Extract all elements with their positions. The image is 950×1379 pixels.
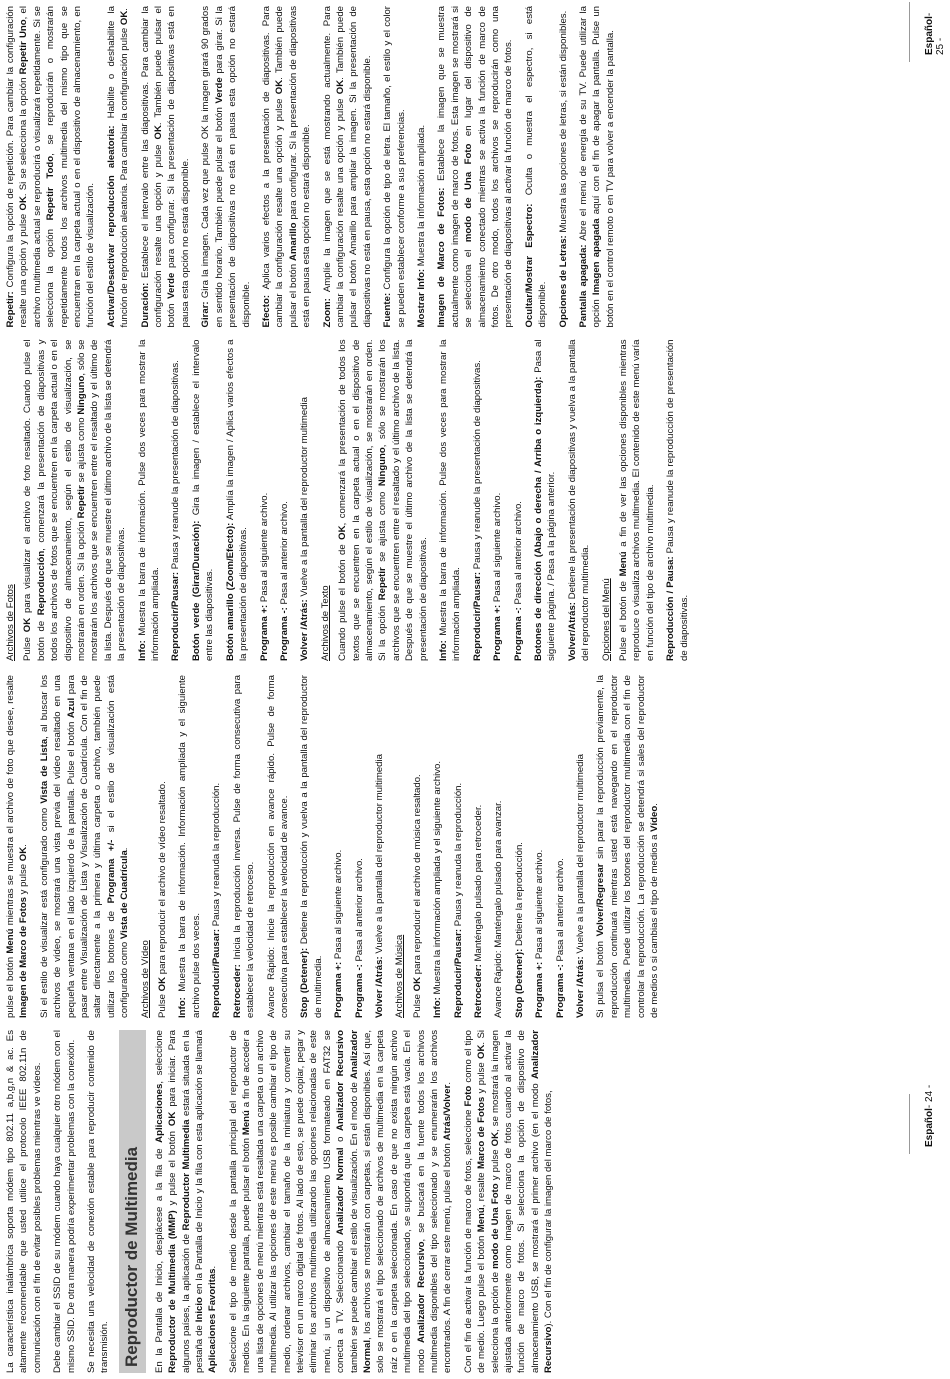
paragraph: Programa -: Pasa al anterior archivo.: [278, 501, 290, 661]
subsection-heading: Archivos de Música: [394, 934, 406, 1018]
paragraph: Retroceder: Manténgalo pulsado para retroceder.: [472, 804, 484, 1018]
paragraph: Pulse OK para reproducir el archivo de vídeo resaltado.: [157, 781, 169, 1018]
paragraph: Duración: Establece el intervalo entre las diapositivas. Para cambiar la configuración resalte una opción y pulse OK. También puede pulsar el botón Verde para configurar. Si la presentación de diapositivas está en pausa esta opción no estará disponible.: [139, 6, 191, 328]
paragraph: Reproducción / Pausa: Pausa y reanude la reproducción de presentación de diapositivas.: [665, 339, 690, 661]
paragraph: Activar/Desactivar reproducción aleatoria: Habilite o deshabilite la función de reproducción aleatoria. Para cambiar la configuración pulse OK.: [105, 6, 131, 328]
paragraph: Programa -: Pasa al anterior archivo.: [512, 501, 524, 661]
page-24: [4, 669, 935, 1379]
paragraph: Programa +: Pasa al siguiente archivo.: [534, 849, 546, 1018]
paragraph: Pulse OK para visualizar el archivo de foto resaltado. Cuando pulse el botón de Reproducción, comenzará la presentación de diapositivas y todos los archivos de fotos que se encuentren en la carpeta actual o en el dispositivo de almacenamiento, según el estilo de visualización, se mostrarán en orden. Si la opción Repetir se ajusta como Ninguno, sólo se mostrarán los archivos que se encuentren entre el resaltado y el último de la lista. Después de que se muestre el último archivo de la lista se detendrá la presentación de diapositivas.: [22, 339, 128, 661]
paragraph: Retroceder: Inicia la reproducción inversa. Pulse de forma consecutiva para establecer la velocidad de retroceso.: [231, 675, 257, 1018]
paragraph: Programa +: Pasa al siguiente archivo.: [333, 849, 345, 1018]
footer-language: Español: [924, 16, 935, 55]
paragraph: Reproducir/Pausar: Pausa y reanuda la reproducción.: [211, 782, 223, 1018]
paragraph: Stop (Detener): Detiene la reproducción.: [513, 842, 525, 1018]
paragraph: Info: Muestra la barra de información. Pulse dos veces para mostrar la información ampliada.: [136, 339, 162, 661]
paragraph: Volver /Atrás: Vuelve a la pantalla del reproductor multimedia: [373, 754, 385, 1018]
paragraph: Zoom: Amplíe la imagen que se está mostrando actualmente. Para cambiar la configuración resalte una opción y pulse OK. También puede pulsar el botón Amarillo para ampliar la imagen. Si la presentación de diapositivas no está en pausa, esta opción no estará disponible.: [321, 6, 373, 328]
paragraph: Girar: Gira la imagen. Cada vez que pulse OK la imagen girará 90 grados en sentido horario. También puede pulsar el botón Verde para girar. Si la presentación de diapositivas no está en pausa esta opción no estará disponible.: [200, 6, 252, 328]
subsection-heading: Archivos de Texto: [319, 585, 331, 661]
paragraph: Programa -: Pasa al anterior archivo.: [554, 858, 566, 1018]
paragraph: Avance Rápido: Manténgalo pulsado para avanzar.: [493, 800, 505, 1018]
subsection-heading: Opciones del Menú: [600, 578, 612, 661]
paragraph: Botón amarillo (Zoom/Efecto): Amplía la imagen / Aplica varios efectos a la presentación de diapositivas.: [224, 339, 250, 661]
paragraph: Pantalla apagada: Abre el menú de energía de su TV. Puede utilizar la opción Imagen apagada aquí con el fin de apagar la pantalla. Pulse un botón en el control remoto o en TV para volver a encender la pantalla.: [578, 6, 616, 328]
paragraph: Reproducir/Pausar: Pausa y reanude la presentación de diapositivas.: [170, 360, 182, 661]
paragraph: Si pulsa el botón Volver/Regresar sin parar la reproducción previamente, la reproducción continuará mientras usted está navegando en el reproductor multimedia. Puede utilizar los botones del reproductor multimedia con el fin de controlar la reproducción. La reproducción se detendrá si sales del reproductor de medios o si cambias el tipo de medios a Vídeo.: [595, 674, 661, 1018]
paragraph: Info: Muestra la barra de información. Información ampliada y el siguiente archivo pulse dos veces.: [177, 675, 202, 1018]
paragraph: Botones de dirección (Abajo o derecha / Arriba o izquierda): Pasa al siguiente página. / Pasa a la página anterior.: [533, 339, 558, 661]
paragraph: Pulse el botón de Menú a fin de ver las opciones disponibles mientras reproduce o visualiza archivos multimedia. El contenido de este menú varía en función del tipo de archivo multimedia.: [618, 339, 656, 661]
paragraph: Botón verde (Girar/Duración): Gira la imagen / establece el intervalo entre las diapositivas.: [190, 339, 216, 661]
page-24-column-1: [4, 1024, 909, 1379]
page-number: - 24 -: [924, 1084, 935, 1109]
paragraph: Ocultar/Mostrar Espectro: Oculta o muestra el espectro, si está disponible.: [523, 6, 549, 328]
section-heading: Reproductor de Multimedia: [119, 1030, 146, 1373]
footer-rule: [909, 1094, 910, 1154]
paragraph: Programa -: Pasa al anterior archivo.: [353, 858, 365, 1018]
paragraph: Volver /Atrás: Vuelve a la pantalla del reproductor multimedia: [575, 754, 586, 1018]
paragraph: Fuente: Configura la opción de tipo de letra. El tamaño, el estilo y el color se pueden establecer conforme a sus preferencias.: [382, 6, 407, 328]
paragraph: Volver /Atrás: Vuelve a la pantalla del reproductor multimedia: [299, 397, 311, 661]
page-number: - 25 -: [924, 12, 946, 55]
paragraph: Efecto: Aplica varios efectos a la presentación de diapositivas. Para cambiar la configuración resalte una opción y pulse OK. También puede pulsar el botón Amarillo para configurar. Si la presentación de diapositivas está en pausa esta opción no estará disponible.: [260, 5, 313, 328]
paragraph: Con el fin de activar la función de marco de fotos, seleccione Foto como el tipo de medio. Luego pulse el botón Menú, resalte Marco de Fotos y pulse OK. Si selecciona la opción de modo de Una Foto y pulse OK, se mostrará la imagen ajustada anteriormente como imagen de marco de fotos cuando al activar la función de marco de fotos. Si selecciona la opción de dispositivo de almacenamiento USB, se mostrará el primer archivo (en el modo Analizador Recursivo). Con el fin de configurar la imagen del marco de fotos,: [462, 1029, 555, 1373]
paragraph: Avance Rápido: Inicie la reproducción en avance rápido. Pulse de forma consecutiva para establecer la velocidad de avance.: [265, 675, 290, 1018]
page-25-footer: [924, 0, 946, 55]
paragraph: Debe cambiar el SSID de su módem cuando haya cualquier otro módem con el mismo SSID. De otra manera podría experimentar problemas con la conexión.: [52, 1030, 77, 1373]
paragraph: Repetir: Configura la opción de repetición. Para cambiar la configuración resalte una opción y pulse OK. Si se selecciona la opción Repetir Uno, el archivo multimedia actual se reproducirá o visualizará repetidamente. Si se selecciona la opción Repetir Todo, se reproducirán o mostrarán repetidamente todos los archivos multimedia del mismo tipo que se encuentran en la carpeta actual o en el dispositivo de almacenamiento, en función del estilo de visualización.: [5, 6, 97, 328]
paragraph: Programa +: Pasa al siguiente archivo.: [258, 492, 270, 661]
paragraph: Stop (Detener): Detiene la reproducción y vuelva a la pantalla del reproductor de multimedia.: [299, 675, 324, 1018]
paragraph: Seleccione el tipo de medio desde la pantalla principal del reproductor de medios. En la siguiente pantalla, puede pulsar el botón Menú a fin de acceder a una lista de opciones de menú mientras está resaltada una carpeta o un archivo multimedia. Al utilizar las opciones de este menú es posible cambiar el tipo de medio, ordenar archivos, cambiar el tamaño de la miniatura y convertir su televisor en un marco digital de fotos. Al lado de esto, se puede copiar, pegar y eliminar los archivos multimedia utilizando las opciones relacionadas de este menú, si un dispositivo de almacenamiento USB formateado en FAT32 se conecta a TV. Seleccionando Analizador Normal o Analizador Recursivo también se puede cambiar el estilo de visualización. En el modo de Analizador Normal, los archivos se mostrarán con carpetas, si están disponibles. Así que, solo se mostrará el tipo seleccionado de archivos de multimedia en la carpeta raíz o en la carpeta seleccionada. En caso de que no exista ningún archivo multimedia del tipo seleccionado, se supondrá que la carpeta está vacía. En el modo Analizador Recursivo, se buscará en la fuente todos los archivos multimedia disponibles del tipo seleccionado y se enumerarán los archivos encontrados. A fin de cerrar este menú, pulse el botón Atrás/Volver.: [227, 1029, 454, 1373]
page-24-column-2: [4, 669, 909, 1024]
paragraph: Pulse OK para reproducir el archivo de música resaltado.: [411, 774, 423, 1018]
footer-language: Español: [924, 1108, 935, 1147]
page-24-footer: [924, 1085, 935, 1147]
subsection-heading: Archivos de Vídeo: [139, 940, 151, 1018]
paragraph: Reproducir/Pausar: Pausa y reanuda la reproducción.: [452, 782, 464, 1018]
paragraph: Se necesita una velocidad de conexión estable para reproducir contenido de transmisión.: [86, 1030, 111, 1373]
paragraph: Opciones de Letras: Muestra las opciones de letras, si están disponibles.: [557, 10, 569, 328]
paragraph: En la Pantalla de Inicio, desplácese a la fila de Aplicaciones, seleccione Reproductor de Multimedia (MMP) y pulse el botón OK para iniciar. Para algunos países, la aplicación de Reproductor Multimedia estará situada en la pestaña de Inicio en la Pantalla de Inicio y la fila con esta aplicación se llamará Aplicaciones Favoritas.: [153, 1030, 219, 1373]
paragraph: Si el estilo de visualizar está configurado como Vista de Lista, al buscar los archivos de vídeo, se mostrará una vista previa del vídeo resaltado en una pequeña ventana en el lado izquierdo de la pantalla. Pulse el botón Azul para pasar entre Visualización de Lista y Visualización de Cuadrícula. Con el fin de saltar directamente a la primera y última carpeta o archivo, también puede utilizar los botones de Programa +/- si el estilo de visualización está configurado como Vista de Cuadrícula.: [38, 675, 131, 1018]
paragraph: pulse el botón Menú mientras se muestra el archivo de foto que desee, resalte Imagen de Marco de Fotos y pulse OK.: [5, 674, 30, 1018]
paragraph: Info: Muestra la barra de información. Pulse dos veces para mostrar la información ampliada.: [437, 339, 463, 661]
paragraph: Cuando pulse el botón de OK, comenzará la presentación de todos los textos que se encuentren en la carpeta actual o en el dispositivo de almacenamiento, según el estilo de visualización, se mostrarán en orden. Si la opción Repetir se ajusta como Ninguno, sólo se mostrarán los archivos que se encuentren entre el resaltado y el último archivo de la lista. Después de que se muestre el último archivo de la lista se detendrá la presentación de diapositivas.: [337, 339, 429, 661]
page-25: [4, 0, 946, 667]
page-25-column-1: [4, 334, 909, 668]
paragraph: Programa +: Pasa al siguiente archivo.: [492, 492, 504, 661]
page-25-column-2: [4, 0, 909, 334]
paragraph: Volver/Atrás: Detiene la presentación de diapositivas y vuelva a la pantalla del reproductor multimedia.: [566, 339, 592, 661]
subsection-heading: Archivos de Fotos: [5, 584, 16, 661]
paragraph: Info: Muestra la información ampliada y el siguiente archivo.: [432, 760, 444, 1018]
paragraph: Imagen de Marco de Fotos: Establece la imagen que se muestra actualmente como imagen de marco de fotos. Esta imagen se mostrará si se selecciona el modo de Una Foto en lugar del dispositivo de almacenamiento conectado mientras se activa la función de marco de fotos. De otro modo, todos los archivos se reproducirán como una presentación de diapositivas al activar la función de marco de fotos.: [436, 6, 515, 328]
paragraph: Reproducir/Pausar: Pausa y reanude la presentación de diapositivas.: [471, 360, 483, 661]
paragraph: Mostrar Info: Muestra la información ampliada.: [415, 124, 427, 328]
paragraph: La característica inalámbrica soporta módem tipo 802.11 a,b,g,n & ac. Es altamente recomendable que usted utilice el protocolo IEEE 802.11n de comunicación con el fin de evitar posibles problemas mientras ve vídeos.: [5, 1030, 43, 1373]
footer-rule: [909, 2, 910, 62]
